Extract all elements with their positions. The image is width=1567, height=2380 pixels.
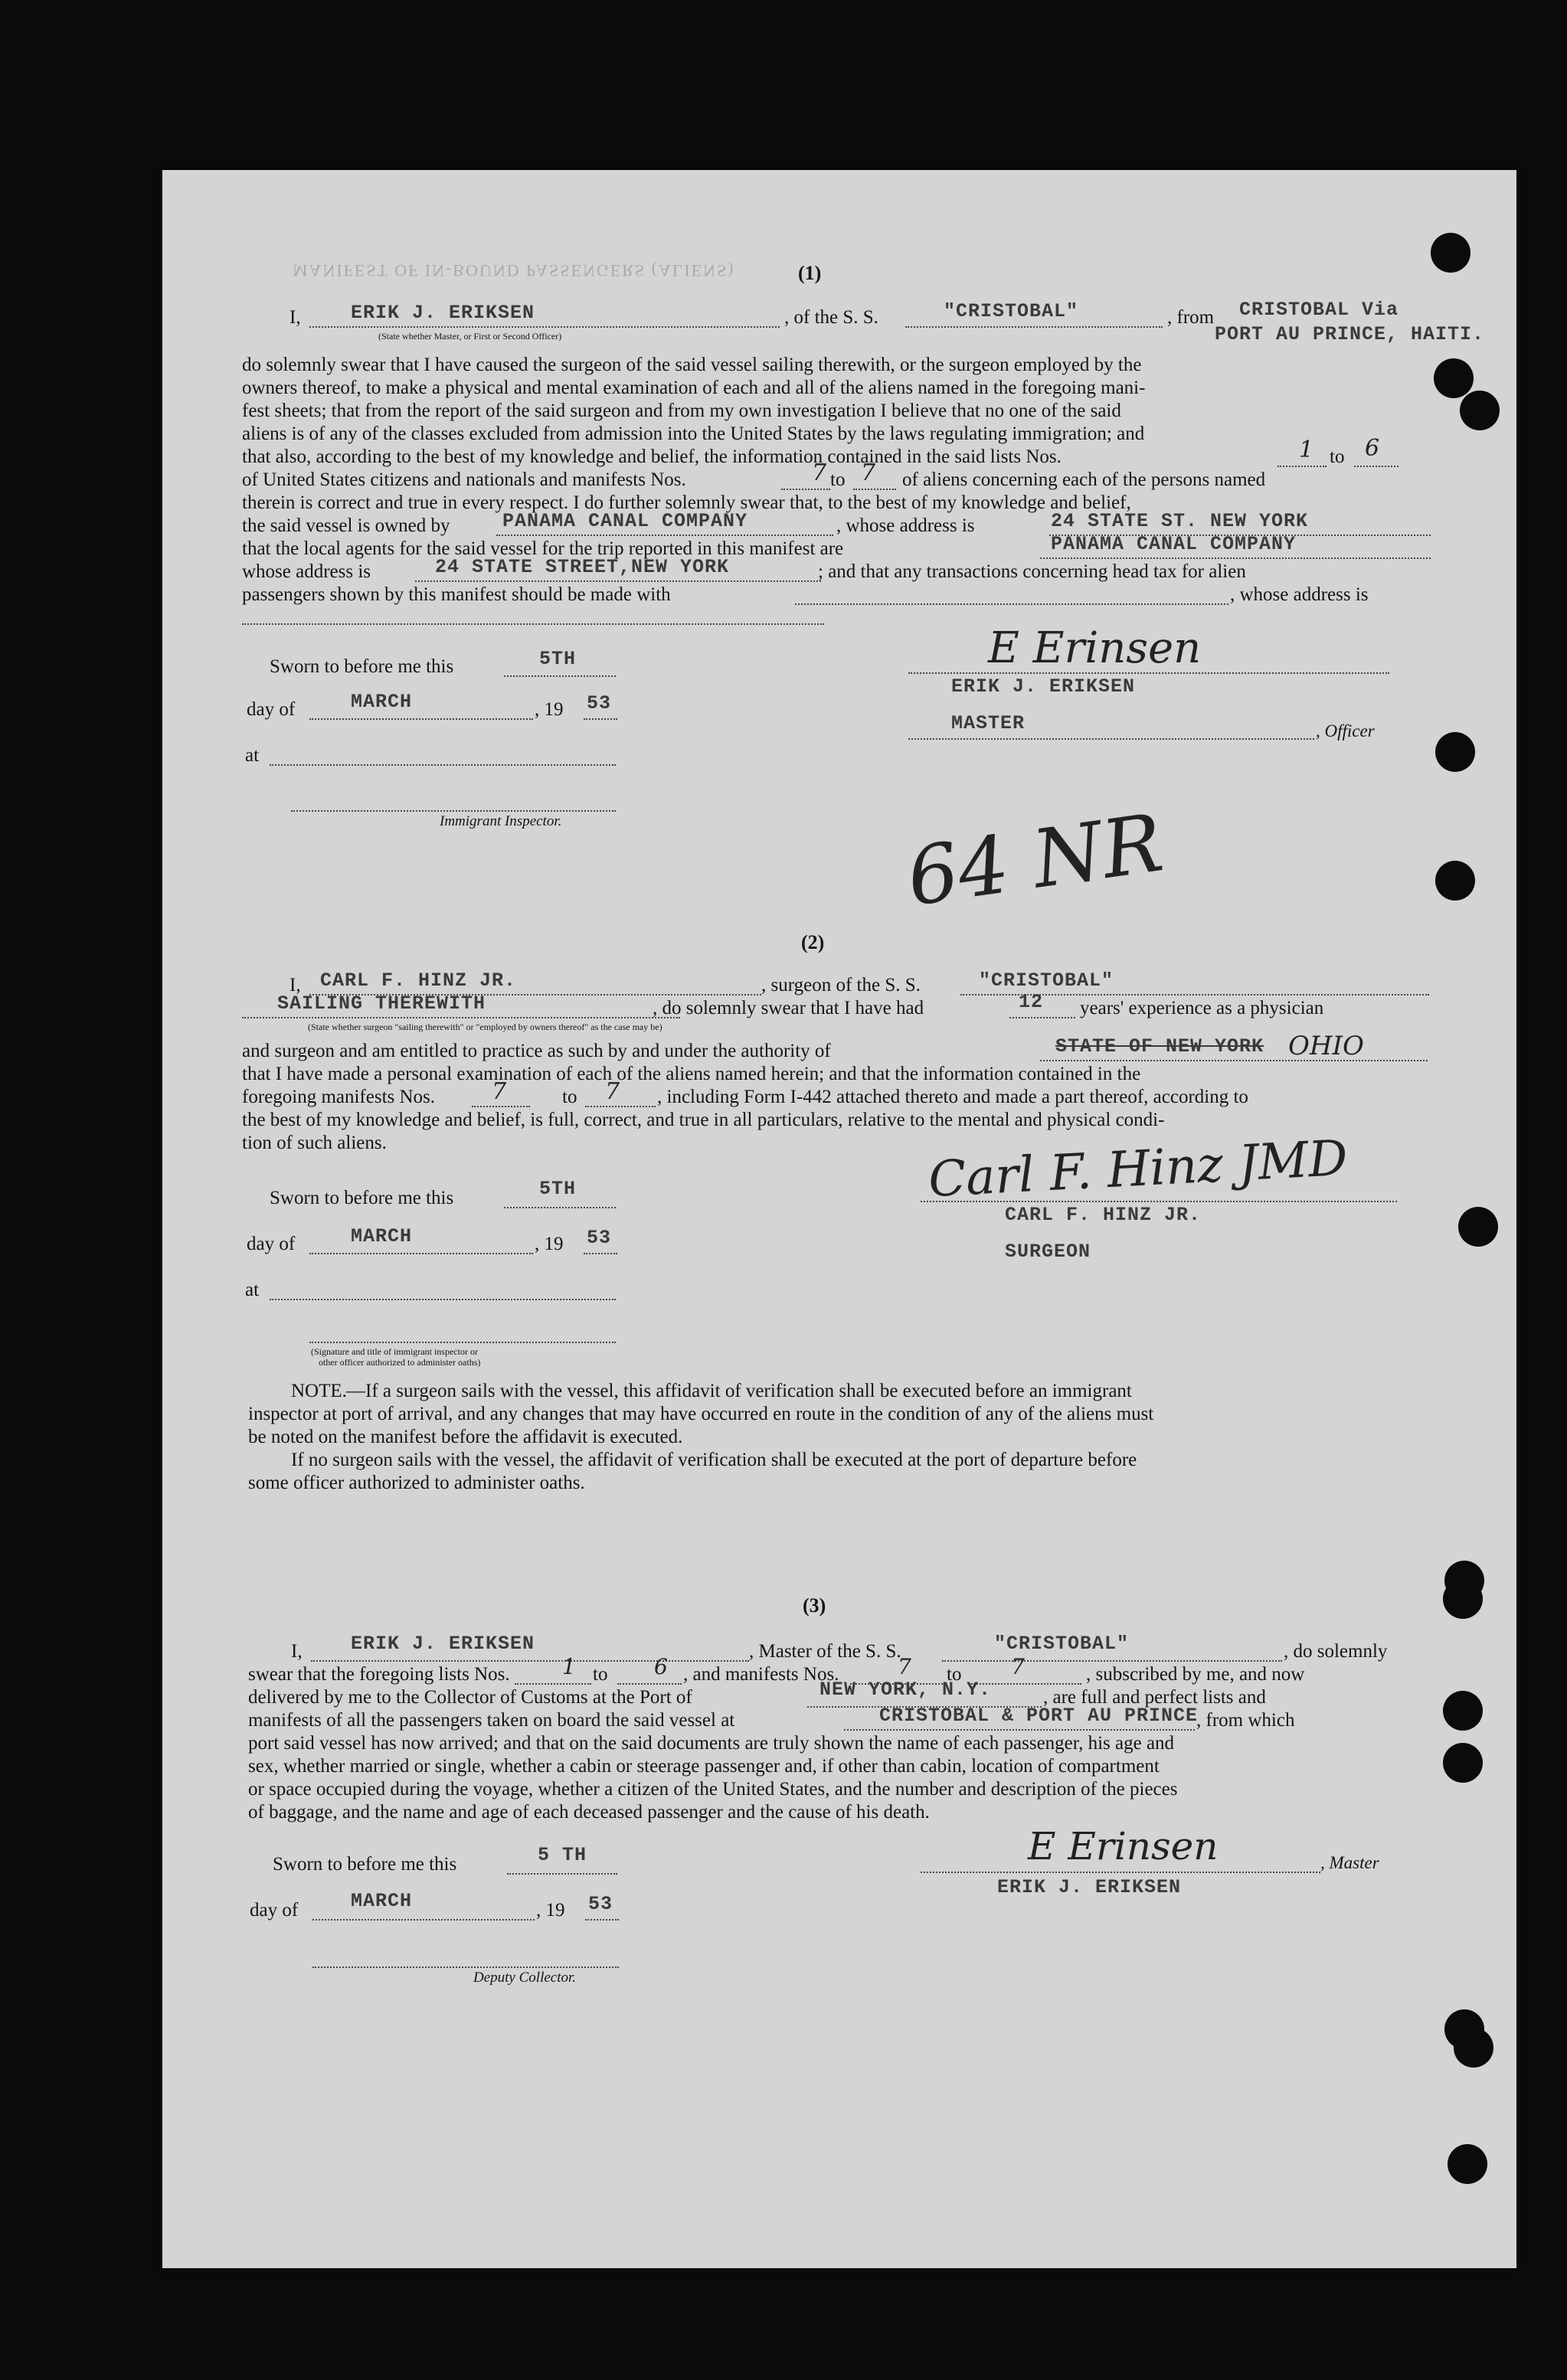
from-port-1: CRISTOBAL Via	[1239, 299, 1399, 321]
master-name: ERIK J. ERIKSEN	[951, 675, 1136, 698]
punch-hole	[1448, 2144, 1487, 2184]
sailing-line	[242, 1017, 680, 1018]
form-text: , including Form I-442 attached thereto and made a part thereof, according to	[657, 1087, 1248, 1107]
punch-hole	[1435, 732, 1475, 772]
section-2-number: (2)	[801, 931, 825, 953]
section-1-line-1: do solemnly swear that I have caused the surgeon of the said vessel sailing therewith, or the surgeon employed by the	[242, 355, 1142, 375]
owner-address: 24 STATE ST. NEW YORK	[1051, 510, 1309, 532]
agent: PANAMA CANAL COMPANY	[1051, 533, 1297, 555]
section-2-manifest-from-line	[472, 1106, 530, 1107]
section-3-line-4: port said vessel has now arrived; and that on the said documents are truly shown the name of each passenger, his age and	[248, 1733, 1175, 1754]
solemnly-label: , do solemnly	[1284, 1641, 1388, 1662]
sworn-day: 5TH	[539, 648, 577, 670]
section-1-line-10: whose address is	[242, 561, 371, 582]
section-1-line-2: owners thereof, to make a physical and mental examination of each and all of the aliens named in the foregoing mani-	[242, 378, 1146, 398]
section-2-line-4: the best of my knowledge and belief, is full, correct, and true in all particulars, relative to the mental and physical condi-	[242, 1110, 1165, 1130]
list-to-word: to	[1330, 446, 1345, 467]
section-3-signer-name: ERIK J. ERIKSEN	[997, 1876, 1182, 1898]
agent-line	[1040, 557, 1431, 559]
handwritten-annotation: 64 NR	[901, 796, 1169, 924]
at-line	[270, 764, 616, 766]
list-to: 6	[1365, 435, 1380, 462]
manifests-text: , and manifests Nos.	[683, 1664, 839, 1685]
section-2-manifest-to: 7	[605, 1078, 620, 1105]
section-3-day-of: day of	[250, 1900, 299, 1921]
officer-title-line	[908, 738, 1314, 740]
master-title: MASTER	[951, 712, 1026, 734]
from-port: CRISTOBAL & PORT AU PRINCE	[879, 1705, 1199, 1727]
month: MARCH	[351, 691, 413, 713]
port: NEW YORK, N.Y.	[819, 1679, 992, 1701]
note-line-1: —If a surgeon sails with the vessel, this affidavit of verification shall be executed before an immigrant	[346, 1381, 1132, 1401]
manifest-to-line	[853, 489, 896, 490]
section-2-sworn-label: Sworn to before me this	[270, 1188, 454, 1208]
list-to-line	[1354, 466, 1399, 467]
punch-hole	[1458, 1207, 1498, 1247]
section-2-day-of: day of	[247, 1234, 296, 1254]
section-1-line-11: passengers shown by this manifest should be made with	[242, 584, 671, 605]
manifest-to-word: to	[830, 469, 846, 490]
whose-address-label: , whose address is	[1230, 584, 1369, 605]
section-3-month: MARCH	[351, 1890, 413, 1912]
section-3-list-from-line	[515, 1683, 591, 1685]
from-which-text: , from which	[1196, 1710, 1295, 1731]
manifest-from-line	[781, 489, 830, 490]
section-3-i-label: I,	[291, 1641, 303, 1662]
surgeon-caption: (State whether surgeon "sailing therewith" or "employed by owners thereof" as the case may be)	[308, 1022, 662, 1032]
officer-name-line	[309, 326, 780, 328]
section-3-number: (3)	[803, 1594, 826, 1617]
section-3-year-line	[585, 1919, 619, 1921]
section-3-master-name: ERIK J. ERIKSEN	[351, 1633, 535, 1655]
section-1-line-8: the said vessel is owned by	[242, 515, 450, 536]
note-line-5: some officer authorized to administer oaths.	[248, 1473, 585, 1493]
section-1-line-7: therein is correct and true in every respect. I do further solemnly swear that, to the best of my knowledge and belief,	[242, 492, 1131, 513]
punch-hole	[1434, 358, 1474, 398]
section-3-sworn-day-line	[507, 1873, 617, 1875]
from-label: , from	[1167, 307, 1215, 328]
signature-caption-2: other officer authorized to administer oaths)	[319, 1357, 481, 1368]
head-tax-line	[795, 603, 1228, 605]
bleed-through-text: MANIFEST OF IN-BOUND PASSENGERS (ALIENS)	[293, 261, 735, 280]
note-line-4: If no surgeon sails with the vessel, the affidavit of verification shall be executed at the port of departure before	[291, 1450, 1137, 1470]
section-3-manifest-to: 7	[1011, 1654, 1025, 1679]
section-2-sworn-day: 5TH	[539, 1178, 577, 1200]
years-line	[1009, 1017, 1075, 1018]
sailing-therewith: SAILING THEREWITH	[277, 992, 486, 1015]
section-3-list-to: 6	[654, 1654, 668, 1679]
section-2-line-2: that I have made a personal examination of each of the aliens named herein; and that the information contained in the	[242, 1064, 1141, 1084]
punch-hole	[1454, 2028, 1493, 2068]
section-2-line-1: and surgeon and am entitled to practice as such by and under the authority of	[242, 1041, 831, 1061]
section-3-sworn-day: 5 TH	[538, 1844, 587, 1866]
section-3-master-signature: E Erinsen	[1028, 1824, 1219, 1868]
punch-hole	[1443, 1691, 1483, 1731]
section-3-line-2: delivered by me to the Collector of Customs at the Port of	[248, 1687, 692, 1708]
address-continuation-line	[242, 623, 824, 625]
section-1-number: (1)	[798, 262, 822, 284]
section-2-manifest-to-line	[585, 1106, 656, 1107]
section-2-line-5: tion of such aliens.	[242, 1133, 387, 1153]
note-label: NOTE.	[291, 1381, 347, 1401]
master-label: , Master	[1320, 1853, 1379, 1872]
inspector-signature-line	[291, 810, 616, 812]
section-2-manifest-from: 7	[492, 1078, 507, 1105]
authority-handwritten: OHIO	[1288, 1031, 1364, 1061]
manifest-to: 7	[861, 459, 876, 486]
signature-caption-1: (Signature and title of immigrant inspector or	[311, 1346, 478, 1357]
section-3-vessel-line	[942, 1660, 1282, 1662]
manifest-page	[162, 170, 1516, 2268]
punch-hole	[1443, 1743, 1483, 1783]
year-prefix: , 19	[535, 699, 564, 720]
section-3-line-6: or space occupied during the voyage, whether a citizen of the United States, and the number and description of the pieces	[248, 1779, 1178, 1800]
sworn-day-line	[504, 675, 616, 677]
years-text: years' experience as a physician	[1080, 998, 1324, 1018]
section-3-year-prefix: , 19	[536, 1900, 565, 1921]
surgeon-signature: Carl F. Hinz JMD	[927, 1130, 1349, 1209]
owner-address-label: , whose address is	[836, 515, 975, 536]
section-3-list-from: 1	[562, 1654, 576, 1679]
full-lists-text: , are full and perfect lists and	[1043, 1687, 1266, 1708]
master-signature: E Erinsen	[988, 623, 1202, 673]
section-2-at-line	[270, 1299, 616, 1300]
section-3-line-3: manifests of all the passengers taken on board the said vessel at	[248, 1710, 735, 1731]
section-3-line-1: swear that the foregoing lists Nos.	[248, 1664, 510, 1685]
at-label: at	[245, 745, 260, 766]
surgeon-signer-name: CARL F. HINZ JR.	[1005, 1204, 1202, 1226]
punch-hole	[1460, 391, 1500, 430]
surgeon-signature-line	[921, 1201, 1397, 1202]
surgeon-of-label: , surgeon of the S. S.	[761, 975, 921, 995]
section-2-year: 53	[587, 1227, 612, 1249]
section-3-year: 53	[588, 1893, 613, 1915]
head-tax-text: ; and that any transactions concerning head tax for alien	[818, 561, 1246, 582]
authority: STATE OF NEW YORK	[1055, 1035, 1264, 1058]
owner: PANAMA CANAL COMPANY	[502, 510, 748, 532]
section-3-line-5: sex, whether married or single, whether a cabin or steerage passenger and, if other than cabin, location of compartment	[248, 1756, 1160, 1777]
section-3-month-line	[312, 1919, 535, 1921]
subscribed-text: , subscribed by me, and now	[1086, 1664, 1305, 1685]
section-3-line-7: of baggage, and the name and age of each deceased passenger and the cause of his death.	[248, 1802, 930, 1823]
section-2-month: MARCH	[351, 1225, 413, 1247]
section-1-line-9: that the local agents for the said vessel for the trip reported in this manifest are	[242, 538, 844, 559]
agent-address-line	[415, 580, 821, 582]
officer-caption: (State whether Master, or First or Second Officer)	[378, 331, 562, 342]
note-line-2: inspector at port of arrival, and any changes that may have occurred en route in the condition of any of the aliens must	[248, 1404, 1154, 1424]
from-port-2: PORT AU PRINCE, HAITI.	[1215, 323, 1485, 345]
section-2-sworn-day-line	[504, 1207, 616, 1208]
section-3-list-to-word: to	[593, 1664, 608, 1685]
manifest-from: 7	[812, 459, 827, 486]
section-2-year-line	[584, 1253, 617, 1254]
section-2-year-prefix: , 19	[535, 1234, 564, 1254]
inspector-caption: Immigrant Inspector.	[440, 813, 562, 829]
day-of-label: day of	[247, 699, 296, 720]
punch-hole	[1431, 233, 1470, 273]
section-2-line-3: foregoing manifests Nos.	[242, 1087, 436, 1107]
from-port-line	[844, 1729, 1195, 1731]
owner-line	[496, 535, 833, 536]
year: 53	[587, 692, 612, 714]
section-2-to-word: to	[562, 1087, 577, 1107]
vessel-line	[905, 326, 1163, 328]
master-signature-line	[908, 672, 1389, 674]
month-line	[309, 718, 533, 720]
section-3-sworn-label: Sworn to before me this	[273, 1854, 457, 1875]
list-from-line	[1277, 466, 1327, 467]
section-2-month-line	[309, 1253, 533, 1254]
year-line	[584, 718, 617, 720]
section-3-master-name-line	[311, 1660, 749, 1662]
section-2-at-label: at	[245, 1280, 260, 1300]
swear-text: , do solemnly swear that I have had	[653, 998, 924, 1018]
sworn-label: Sworn to before me this	[270, 656, 454, 677]
section-2-vessel: "CRISTOBAL"	[979, 969, 1114, 992]
officer-name: ERIK J. ERIKSEN	[351, 302, 535, 324]
section-1-line-6: of United States citizens and nationals and manifests Nos.	[242, 469, 686, 490]
aliens-text: of aliens concerning each of the persons named	[902, 469, 1266, 490]
section-3-vessel: "CRISTOBAL"	[994, 1633, 1130, 1655]
surgeon-signer-title: SURGEON	[1005, 1241, 1091, 1263]
officer-label: , Officer	[1316, 721, 1375, 740]
section-1-line-3: fest sheets; that from the report of the said surgeon and from my own investigation I believe that no one of the said	[242, 400, 1121, 421]
punch-hole	[1435, 861, 1475, 901]
section-2-officer-signature-line	[309, 1342, 616, 1343]
vessel-name: "CRISTOBAL"	[944, 300, 1079, 322]
punch-hole	[1443, 1579, 1483, 1619]
section-3-list-to-line	[617, 1683, 682, 1685]
section-2-i-label: I,	[290, 975, 301, 995]
years: 12	[1019, 991, 1044, 1013]
note-line-3: be noted on the manifest before the affidavit is executed.	[248, 1427, 683, 1447]
section-3-manifest-from: 7	[898, 1654, 911, 1679]
section-1-line-5: that also, according to the best of my knowledge and belief, the information contained in the said lists Nos.	[242, 446, 1062, 467]
surgeon-name: CARL F. HINZ JR.	[320, 969, 517, 992]
i-label: I,	[290, 307, 301, 328]
section-3-master-signature-line	[921, 1872, 1320, 1873]
authority-line	[1040, 1060, 1428, 1061]
master-of-label: , Master of the S. S.	[749, 1641, 901, 1662]
collector-signature-line	[312, 1966, 619, 1968]
collector-caption: Deputy Collector.	[473, 1970, 577, 1986]
agent-address: 24 STATE STREET,NEW YORK	[435, 556, 730, 578]
section-1-line-4: aliens is of any of the classes excluded from admission into the United States by the laws regulating immigration; and	[242, 423, 1145, 444]
section-3-manifest-to-word: to	[947, 1664, 962, 1685]
of-the-ss-label: , of the S. S.	[784, 307, 878, 328]
list-from: 1	[1299, 436, 1314, 463]
